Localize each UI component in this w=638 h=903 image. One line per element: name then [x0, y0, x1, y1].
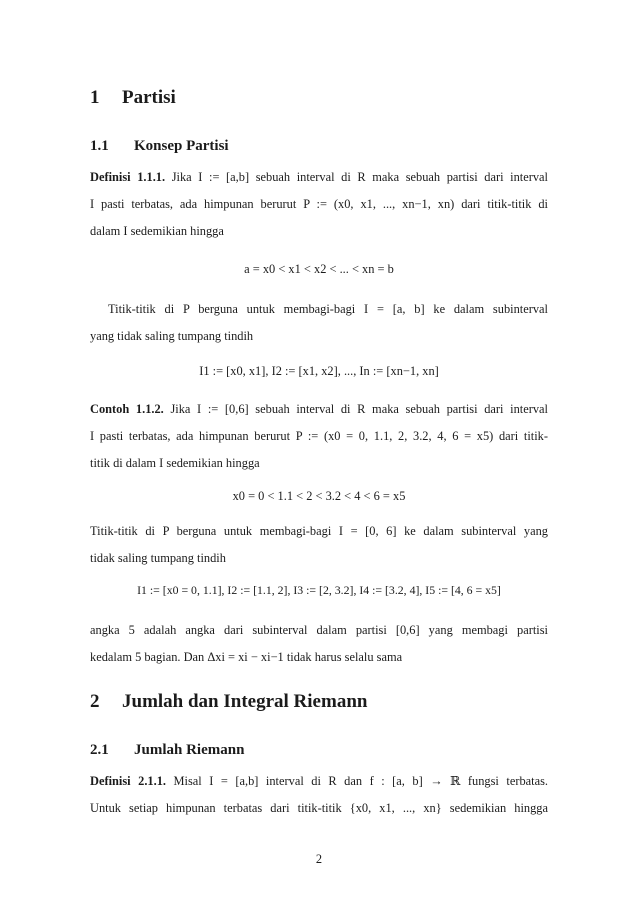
section-title: Partisi: [122, 87, 176, 108]
equation-subintervals: I1 := [x0, x1], I2 := [x1, x2], ..., In := [xn−1, xn]: [199, 364, 439, 378]
example-text: Jika I := [0,6] sebuah interval di R maka sebuah partisi dari interval: [170, 402, 548, 416]
equation-example-partition: x0 = 0 < 1.1 < 2 < 3.2 < 4 < 6 = x5: [232, 489, 406, 503]
example-1-1-2-line-3: titik di dalam I sedemikian hingga: [90, 456, 260, 470]
subsection-2-1-heading: [90, 740, 244, 760]
equation-partition-order: a = x0 < x1 < x2 < ... < xn = b: [244, 262, 394, 276]
section-number: 1: [90, 87, 100, 108]
definition-1-1-1-line-1: [90, 164, 548, 190]
definition-1-1-1-line-2: I pasti terbatas, ada himpunan berurut P := (x0, x1, ..., xn−1, xn) dari titik-titik di: [90, 197, 548, 211]
example-label: Contoh 1.1.2.: [90, 402, 164, 416]
example-1-1-2-line-1: [90, 396, 548, 422]
subsection-number: 1.1: [90, 138, 109, 154]
subsection-number: 2.1: [90, 742, 109, 758]
definition-text: Misal I = [a,b] interval di R dan f : [a, b] → ℝ fungsi terbatas.: [173, 774, 548, 788]
paragraph-3-line-2: kedalam 5 bagian. Dan Δxi = xi − xi−1 tidak harus selalu sama: [90, 650, 403, 664]
definition-2-1-1-line-1: [90, 768, 548, 794]
paragraph-1-line-1: Titik-titik di P berguna untuk membagi-bagi I = [a, b] ke dalam subinterval: [108, 302, 548, 316]
paragraph-1-line-2: yang tidak saling tumpang tindih: [90, 329, 254, 343]
subsection-1-1-heading: [90, 136, 229, 156]
definition-2-1-1-line-2: Untuk setiap himpunan terbatas dari titik-titik {x0, x1, ..., xn} sedemikian hingga: [90, 801, 548, 815]
paragraph-2-line-1: Titik-titik di P berguna untuk membagi-bagi I = [0, 6] ke dalam subinterval yang: [90, 524, 548, 538]
section-1-heading: [90, 86, 176, 110]
subsection-title: Jumlah Riemann: [134, 742, 245, 758]
section-number: 2: [90, 691, 100, 712]
equation-example-subintervals: I1 := [x0 = 0, 1.1], I2 := [1.1, 2], I3 := [2, 3.2], I4 := [3.2, 4], I5 := [4, 6 = x5]: [137, 583, 501, 597]
subsection-title: Konsep Partisi: [134, 138, 229, 154]
definition-1-1-1-line-3: dalam I sedemikian hingga: [90, 224, 224, 238]
example-1-1-2-line-2: I pasti terbatas, ada himpunan berurut P := (x0 = 0, 1.1, 2, 3.2, 4, 6 = x5) dari titik-: [90, 429, 548, 443]
page-number: 2: [315, 852, 323, 866]
definition-label: Definisi 2.1.1.: [90, 774, 166, 788]
section-2-heading: [90, 690, 367, 714]
definition-text: Jika I := [a,b] sebuah interval di R maka sebuah partisi dari interval: [171, 170, 549, 184]
paragraph-2-line-2: tidak saling tumpang tindih: [90, 551, 226, 565]
paragraph-3-line-1: angka 5 adalah angka dari subinterval dalam partisi [0,6] yang membagi partisi: [90, 623, 548, 637]
section-title: Jumlah dan Integral Riemann: [122, 691, 368, 712]
definition-label: Definisi 1.1.1.: [90, 170, 166, 184]
